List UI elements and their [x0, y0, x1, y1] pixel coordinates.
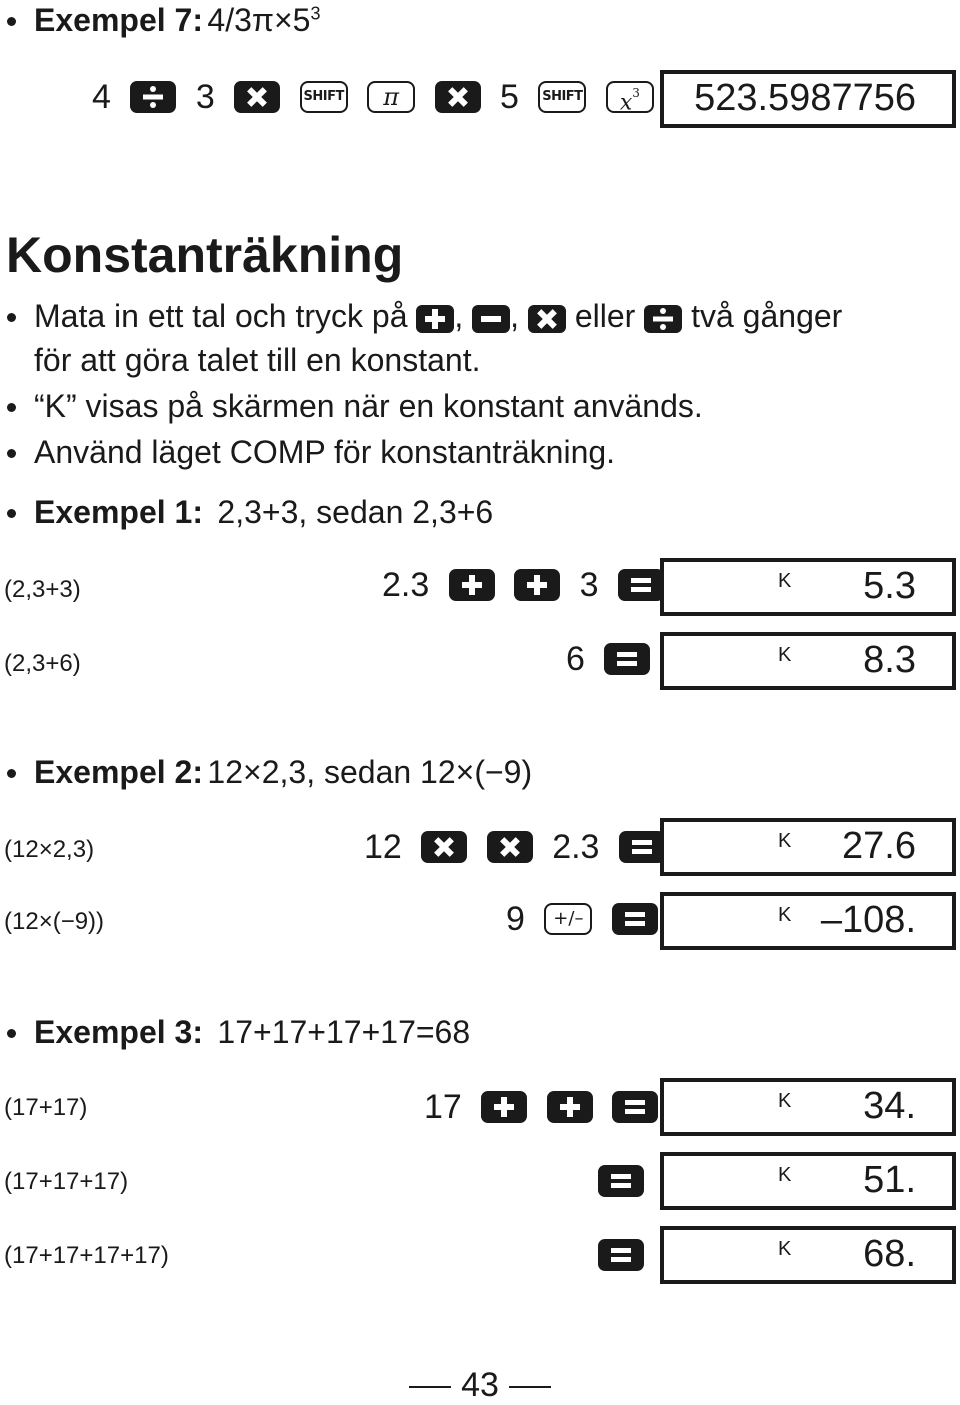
calc-description: (2,3+6): [4, 650, 81, 677]
display-value: 27.6: [842, 825, 916, 867]
plus-key-icon[interactable]: [514, 569, 560, 601]
constant-indicator: K: [778, 904, 792, 926]
multiply-key-icon[interactable]: [435, 81, 481, 113]
digit: 12: [364, 827, 402, 866]
calculator-display: [660, 70, 956, 128]
digit: 2.3: [552, 827, 600, 866]
example-label: Exempel 7:: [34, 2, 203, 38]
example-label: Exempel 3:: [34, 1014, 203, 1050]
digit: 2.3: [382, 565, 430, 604]
example7-heading: [34, 2, 320, 39]
key-sequence-example7: [92, 76, 729, 117]
page-number-dash: [509, 1386, 551, 1388]
calculator-display: [660, 892, 956, 950]
minus-key-icon[interactable]: [472, 305, 510, 333]
multiply-key-icon[interactable]: [421, 831, 467, 863]
shift-key-icon[interactable]: SHIFT: [300, 81, 348, 113]
digit: 9: [506, 899, 525, 938]
constant-indicator: K: [778, 1090, 792, 1112]
equals-key-icon[interactable]: [612, 1091, 658, 1123]
x3-base: x: [619, 90, 633, 116]
section-heading: Konstanträkning: [6, 227, 404, 283]
multiply-key-icon[interactable]: [234, 81, 280, 113]
calc-description: (17+17+17): [4, 1168, 129, 1195]
divide-key-icon[interactable]: [644, 305, 682, 333]
calc-description: (12×2,3): [4, 836, 95, 863]
bullet-comp-mode: Använd läget COMP för konstanträkning.: [34, 434, 616, 470]
calc-description: (17+17): [4, 1094, 88, 1121]
digit: 6: [566, 639, 585, 678]
plus-key-icon[interactable]: [481, 1091, 527, 1123]
key-sequence: [364, 826, 675, 867]
negative-key-icon[interactable]: +/–: [544, 903, 592, 935]
calculator-display: [660, 818, 956, 876]
equals-key-icon[interactable]: [598, 1165, 644, 1197]
key-sequence: [598, 1234, 654, 1273]
key-sequence: [598, 1160, 654, 1199]
bullet-constant-instruction: [34, 298, 842, 335]
key-sequence: [382, 564, 674, 605]
display-value: 34.: [863, 1085, 916, 1127]
digit: 4: [92, 77, 111, 116]
page-number-dash: [409, 1386, 451, 1388]
calc-description: (17+17+17+17): [4, 1242, 169, 1269]
display-value: –108.: [820, 899, 916, 941]
example-expression: [207, 2, 320, 38]
example1-heading: [34, 494, 493, 531]
display-value: 523.5987756: [694, 77, 916, 119]
key-sequence: [424, 1086, 668, 1127]
calculator-display: [660, 632, 956, 690]
equals-key-icon[interactable]: [604, 643, 650, 675]
constant-indicator: K: [778, 1238, 792, 1260]
example-label: Exempel 2:: [34, 754, 203, 790]
key-sequence: [506, 898, 668, 939]
digit: 5: [500, 77, 519, 116]
constant-indicator: K: [778, 644, 792, 666]
calculator-display: [660, 1152, 956, 1210]
expr-text: 4/3π×5: [207, 2, 311, 38]
example-description: 12×2,3, sedan 12×(−9): [207, 754, 533, 790]
shift-key-icon[interactable]: SHIFT: [538, 81, 586, 113]
plus-key-icon[interactable]: [547, 1091, 593, 1123]
bullet-text: Mata in ett tal och tryck på: [34, 298, 408, 334]
calculator-display: [660, 1078, 956, 1136]
example-label: Exempel 1:: [34, 494, 203, 530]
comma: ,: [510, 298, 520, 334]
equals-key-icon[interactable]: [612, 903, 658, 935]
example-description: 2,3+3, sedan 2,3+6: [217, 494, 494, 530]
plus-key-icon[interactable]: [416, 305, 454, 333]
equals-key-icon[interactable]: [598, 1239, 644, 1271]
calc-description: (2,3+3): [4, 576, 81, 603]
bullet-text-or: eller: [574, 298, 636, 334]
bullet-text-post: två gånger: [691, 298, 843, 334]
multiply-key-icon[interactable]: [528, 305, 566, 333]
calculator-display: [660, 558, 956, 616]
page-number: [0, 1366, 960, 1405]
digit: 3: [195, 77, 215, 116]
constant-indicator: K: [778, 1164, 792, 1186]
key-sequence: [566, 638, 660, 679]
divide-key-icon[interactable]: [130, 81, 176, 113]
plus-key-icon[interactable]: [449, 569, 495, 601]
digit: 17: [424, 1087, 462, 1126]
example2-heading: [34, 754, 532, 791]
example-description: 17+17+17+17=68: [217, 1014, 471, 1050]
constant-indicator: K: [778, 570, 792, 592]
display-value: 5.3: [863, 565, 916, 607]
bullet-k-indicator: “K” visas på skärmen när en konstant används.: [34, 388, 703, 424]
page-number-value: 43: [461, 1366, 499, 1404]
calc-description: (12×(−9)): [4, 908, 105, 935]
multiply-key-icon[interactable]: [487, 831, 533, 863]
expr-exponent: 3: [310, 3, 321, 24]
display-value: 68.: [863, 1233, 916, 1275]
calculator-display: [660, 1226, 956, 1284]
pi-key-icon[interactable]: π: [367, 81, 415, 113]
example3-heading: [34, 1014, 470, 1051]
bullet-continuation: för att göra talet till en konstant.: [34, 342, 481, 378]
equals-key-icon[interactable]: [619, 831, 665, 863]
comma: ,: [454, 298, 464, 334]
x3-exp: 3: [632, 86, 640, 101]
display-value: 51.: [863, 1159, 916, 1201]
equals-key-icon[interactable]: [618, 569, 664, 601]
x-cubed-key-icon[interactable]: [606, 81, 654, 116]
constant-indicator: K: [778, 830, 792, 852]
display-value: 8.3: [863, 639, 916, 681]
digit: 3: [579, 565, 599, 604]
